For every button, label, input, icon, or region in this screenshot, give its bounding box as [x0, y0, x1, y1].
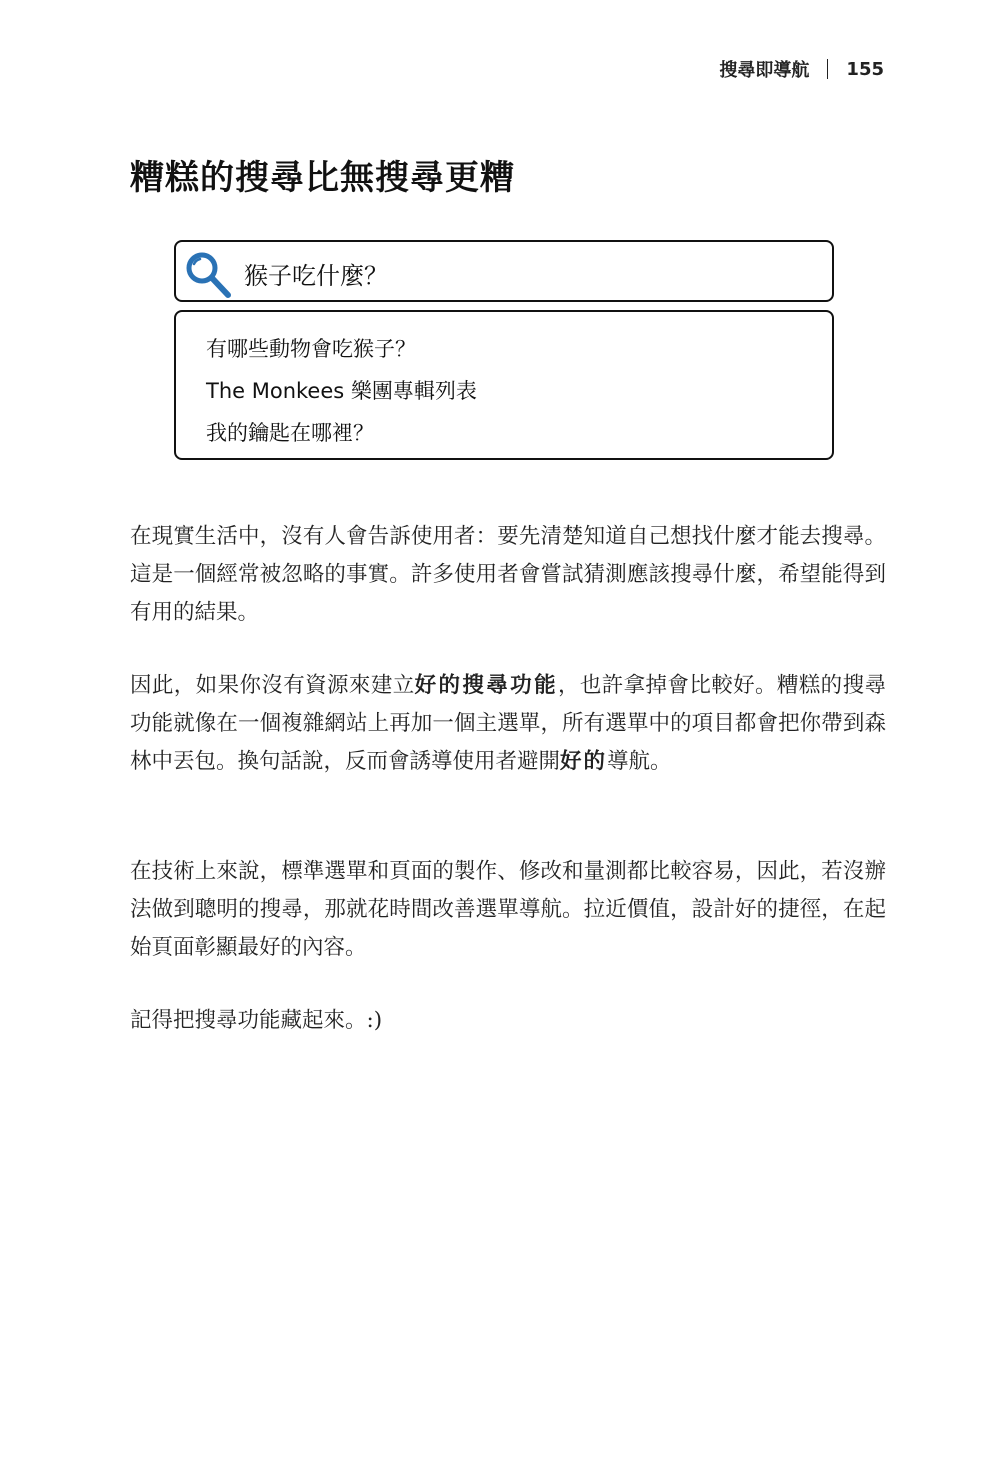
paragraph-2-text-a: 因此，如果你沒有資源來建立 [130, 673, 415, 698]
emphasis-good-search: 好的搜尋功能 [414, 673, 558, 698]
page-number: 155 [846, 58, 884, 80]
search-icon [182, 248, 234, 300]
search-box-illustration [174, 240, 834, 302]
search-query-text: 猴子吃什麼？ [244, 262, 388, 290]
search-result-item: 有哪些動物會吃猴子？ [206, 337, 416, 361]
paragraph-3: 在技術上來說，標準選單和頁面的製作、修改和量測都比較容易，因此，若沒辦法做到聰明的搜尋，那就花時間改善選單導航。拉近價值，設計好的捷徑，在起始頁面彰顯最好的內容。 [130, 859, 886, 960]
search-result-item: 我的鑰匙在哪裡？ [206, 421, 374, 445]
page-title: 糟糕的搜尋比無搜尋更糟 [130, 158, 515, 198]
paragraph-2 [130, 667, 886, 781]
paragraph-2-text-b: ，也許拿掉會比較好。糟糕的搜尋功能就像在一個複雜網站上再加一個主選單，所有選單中的項目都會把你帶到森林中丟包。換句話說，反而會誘導使用者避開 [130, 673, 886, 774]
search-result-item: The Monkees 樂團專輯列表 [206, 379, 477, 403]
section-title: 搜尋即導航 [719, 60, 810, 81]
paragraph-4: 記得把搜尋功能藏起來。:) [130, 1008, 383, 1033]
search-results-illustration [174, 310, 834, 460]
header-divider [827, 59, 828, 79]
emphasis-good: 好的 [560, 749, 608, 774]
paragraph-1: 在現實生活中，沒有人會告訴使用者：要先清楚知道自己想找什麼才能去搜尋。這是一個經常被忽略的事實。許多使用者會嘗試猜測應該搜尋什麼，希望能得到有用的結果。 [130, 524, 886, 625]
paragraph-2-text-c: 導航。 [607, 749, 672, 774]
running-head [719, 56, 884, 82]
